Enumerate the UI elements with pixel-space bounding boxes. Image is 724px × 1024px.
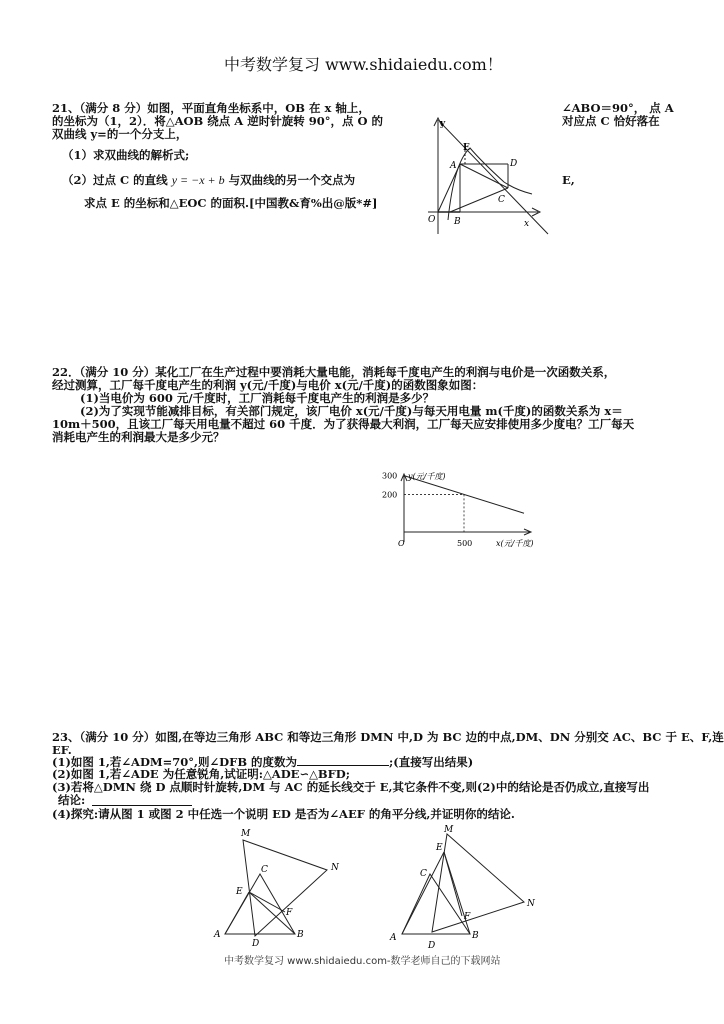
chart-x-tick-500: 500 [457, 539, 473, 548]
fig2-label-M: M [444, 825, 454, 835]
segment-AE [225, 892, 249, 934]
label-C: C [498, 195, 505, 205]
q21-line4: （1）求双曲线的解析式; [62, 148, 190, 162]
fig1-label-A: A [214, 930, 221, 940]
label-A: A [450, 161, 457, 171]
q21-formula: y = −x + b [171, 173, 225, 187]
q21-line1: 21、（满分 8 分）如图，平面直角坐标系中，OB 在 x 轴上， [52, 101, 370, 115]
q23-line5: (3)若将△DMN 绕 D 点顺时针旋转,DM 与 AC 的延长线交于 E,其它条件不变,则(2)中的结论是否仍成立,直接写出 [52, 780, 650, 794]
triangle-DMN [432, 834, 524, 932]
q21-line5 [62, 174, 355, 187]
label-O: O [428, 215, 436, 225]
q22-line4: (2)为了实现节能减排目标，有关部门规定，该厂电价 x(元/千度)与每天用电量 m(千度)的函数关系为 x＝ [80, 404, 623, 418]
fig1-label-D: D [252, 939, 260, 949]
q23-line4: (2)如图 1,若∠ADE 为任意锐角,试证明:△ADE∽△BFD; [52, 767, 351, 781]
chart-y-tick-300: 300 [382, 471, 398, 481]
q21-figure [420, 110, 560, 240]
q21-line6: 求点 E 的坐标和△EOC 的面积.[中国教&育%出@版*#] [84, 196, 378, 210]
chart-x-label: x(元/千度) [496, 539, 534, 548]
q23-line3-b: ;(直接写出结果) [389, 755, 474, 769]
q23-answer-blank [297, 755, 389, 766]
q21-line2: 的坐标为（1，2）．将△AOB 绕点 A 逆时针旋转 90°，点 O 的 [52, 114, 383, 128]
fig2-label-F: F [464, 912, 471, 922]
q22-line6: 消耗电产生的利润最大是多少元？ [52, 430, 225, 444]
q21-line2-right: 对应点 C 恰好落在 [562, 114, 660, 128]
q22-line5: 10m＋500，且该工厂每天用电量不超过 60 千度．为了获得最大利润，工厂每天应安排使用多少度电？工厂每天 [52, 417, 635, 431]
fig1-label-B: B [297, 930, 304, 940]
q23-line2: EF. [52, 743, 72, 757]
q23-conclusion-blank [92, 805, 192, 806]
q23-line3-a: (1)如图 1,若∠ADM=70°,则∠DFB 的度数为 [52, 755, 298, 769]
fig2-label-E: E [436, 843, 443, 853]
triangle-DMN [243, 840, 327, 936]
q21-line5-b: 与双曲线的另一个交点为 [228, 173, 356, 187]
fig1-label-N: N [331, 863, 339, 873]
label-x: x [524, 219, 530, 229]
q22-chart [380, 470, 560, 555]
label-D: D [510, 159, 518, 169]
q21-line3: 双曲线 y=的一个分支上， [52, 127, 188, 141]
fig1-label-M: M [241, 829, 251, 839]
q21-line5-a: （2）过点 C 的直线 [62, 173, 168, 187]
q22-line3: (1)当电价为 600 元/千度时，工厂消耗每千度电产生的利润是多少？ [80, 391, 435, 405]
fig2-label-D: D [428, 941, 436, 951]
label-E: E [463, 143, 470, 153]
hyperbola-curve [448, 148, 532, 220]
chart-origin-label: O [398, 539, 405, 548]
q21-line1-right: ∠ABO＝90°， 点 A [562, 101, 674, 115]
label-y: y [440, 119, 446, 129]
fig1-label-E: E [236, 887, 243, 897]
q22-line1: 22．（满分 10 分）某化工厂在生产过程中要消耗大量电能，消耗每千度电产生的利润与电价是一次函数关系， [52, 365, 616, 379]
page-header: 中考数学复习 www.shidaiedu.com！ [224, 55, 503, 74]
fig2-label-N: N [527, 899, 535, 909]
fig1-label-C: C [261, 865, 268, 875]
fig2-label-B: B [472, 931, 479, 941]
q22-line2: 经过测算，工厂每千度电产生的利润 y(元/千度)与电价 x(元/千度)的函数图象如图： [52, 378, 484, 392]
fig2-label-C: C [420, 869, 427, 879]
label-B: B [454, 217, 461, 227]
chart-y-tick-200: 200 [382, 490, 398, 500]
q23-line6: 结论: [58, 793, 86, 807]
q21-line5-right: E, [562, 173, 575, 187]
q23-line7: (4)探究:请从图 1 或图 2 中任选一个说明 ED 是否为∠AEF 的角平分线,并证明你的结论. [52, 807, 515, 821]
chart-y-label: y(元/千度) [408, 472, 446, 481]
q23-line1: 23、（满分 10 分）如图,在等边三角形 ABC 和等边三角形 DMN 中,D 为 BC 边的中点,DM、DN 分别交 AC、BC 于 E、F,连 [52, 730, 724, 744]
fig1-label-F: F [286, 908, 293, 918]
q23-figure-2 [382, 822, 542, 952]
fig2-label-A: A [390, 933, 397, 943]
q23-figure-1 [205, 822, 355, 952]
page-footer: 中考数学复习 www.shidaiedu.com-数学老师自己的下载网站 [224, 956, 501, 967]
